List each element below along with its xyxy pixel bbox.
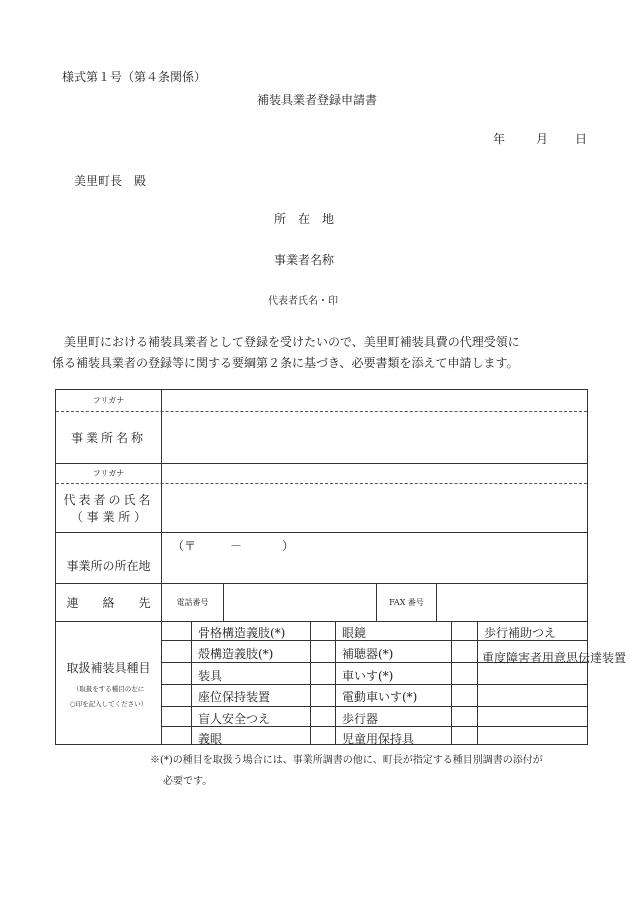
device-item: 電動車いす(*) <box>342 690 418 704</box>
furigana-label: フリガナ <box>92 396 125 405</box>
addressee: 美里町長 殿 <box>74 174 147 188</box>
device-mark-cell[interactable] <box>311 663 335 684</box>
date-year: 年 <box>493 132 506 146</box>
date-month: 月 <box>536 132 549 146</box>
fax-label: FAX 番号 <box>389 598 424 607</box>
device-mark-cell[interactable] <box>311 685 335 706</box>
device-mark-cell[interactable] <box>311 707 335 726</box>
device-types-title: 取扱補装具種目 <box>66 660 151 675</box>
device-mark-cell[interactable] <box>452 622 477 640</box>
furigana-label: フリガナ <box>92 468 125 478</box>
rep-name-line-1: 代表者の氏名 <box>63 492 154 507</box>
device-mark-divider <box>477 621 478 745</box>
device-row-divider <box>162 684 587 685</box>
postal-dash: － <box>230 539 243 553</box>
date-day: 日 <box>575 132 588 146</box>
device-item: 骨格構造義肢(*) <box>198 626 286 640</box>
business-name-label: 事業者名称 <box>274 253 335 267</box>
device-item: 盲人安全つえ <box>198 712 271 726</box>
device-item: 重度障害者用意思伝達装置 <box>482 651 627 665</box>
footnote-line-2: 必要です。 <box>163 776 213 787</box>
form-number: 様式第１号（第４条関係） <box>62 70 207 84</box>
device-item: 児童用保持具 <box>342 732 415 746</box>
device-types-label <box>56 621 161 745</box>
device-item: 歩行補助つえ <box>484 626 557 640</box>
device-item: 車いす(*) <box>342 669 394 683</box>
device-item: 装具 <box>198 669 223 683</box>
device-mark-cell[interactable] <box>311 622 335 640</box>
fax-field[interactable] <box>437 584 587 621</box>
device-mark-cell[interactable] <box>162 663 191 684</box>
representative-label: 代表者氏名・印 <box>268 296 338 307</box>
rep-name-field[interactable] <box>162 484 587 532</box>
device-mark-cell[interactable] <box>162 685 191 706</box>
device-types-note-1: （取扱をする種目の左に <box>72 684 145 693</box>
device-mark-cell[interactable] <box>162 622 191 640</box>
device-row-divider <box>162 706 587 707</box>
location-label: 所 在 地 <box>274 212 335 226</box>
office-address-field[interactable] <box>162 533 587 583</box>
device-item: 殻構造義肢(*) <box>198 647 274 661</box>
office-name-field[interactable] <box>162 412 587 463</box>
device-mark-cell[interactable] <box>162 727 191 745</box>
postal-open: （〒 <box>172 539 197 553</box>
phone-field[interactable] <box>224 584 376 621</box>
rep-name-label <box>56 483 161 532</box>
rep-name-furigana-field[interactable] <box>162 464 587 483</box>
form-title: 補装具業者登録申請書 <box>257 93 378 107</box>
device-mark-cell[interactable] <box>452 641 477 662</box>
device-item: 眼鏡 <box>342 626 367 640</box>
device-item: 義眼 <box>198 732 223 746</box>
office-name-furigana-field[interactable] <box>162 390 587 411</box>
device-mark-divider <box>335 621 336 745</box>
device-item: 歩行器 <box>342 712 379 726</box>
device-mark-cell[interactable] <box>162 707 191 726</box>
body-text-line-1: 美里町における補装具業者として登録を受けたいので、美里町補装具費の代理受領に <box>52 335 520 349</box>
body-text-line-2: 係る補装具業者の登録等に関する要綱第２条に基づき、必要書類を添えて申請します。 <box>52 356 519 370</box>
phone-label: 電話番号 <box>176 598 209 607</box>
device-types-note-2: ○印を記入してください） <box>69 699 148 708</box>
device-mark-cell[interactable] <box>311 727 335 745</box>
office-address-label: 事業所の所在地 <box>66 559 151 573</box>
device-mark-cell[interactable] <box>162 641 191 662</box>
rep-name-line-2: （ 事 業 所 ） <box>70 509 147 524</box>
contact-label: 連 絡 先 <box>66 595 151 610</box>
device-item: 補聴器(*) <box>342 647 394 661</box>
office-name-label: 事業所名称 <box>70 430 146 445</box>
footnote-line-1: ※(*)の種目を取扱う場合には、事業所調書の他に、町長が指定する種目別調書の添付が <box>150 755 543 766</box>
registration-table <box>55 389 627 746</box>
device-mark-divider <box>191 621 192 745</box>
postal-close: ） <box>282 539 295 553</box>
device-mark-cell[interactable] <box>311 641 335 662</box>
device-item: 座位保持装置 <box>198 690 271 704</box>
